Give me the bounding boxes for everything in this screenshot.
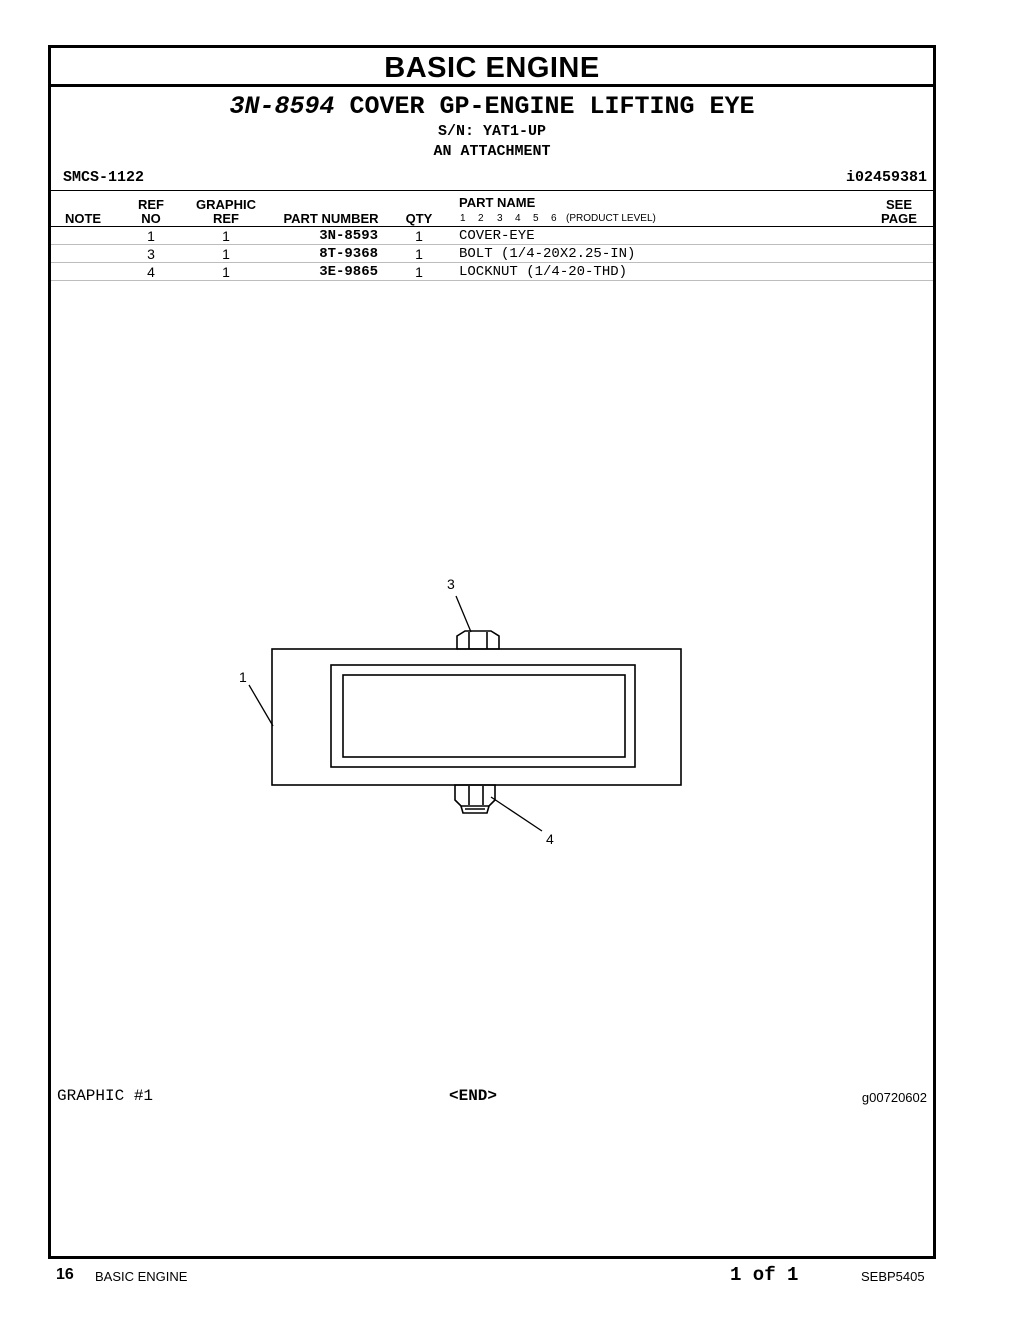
assembly-part-number: 3N-8594 xyxy=(229,92,335,121)
row-graphic: 1 xyxy=(222,264,230,280)
graphic-id: g00720602 xyxy=(861,1090,927,1105)
locknut xyxy=(455,785,495,806)
col-note: NOTE xyxy=(64,211,102,226)
page-section: BASIC ENGINE xyxy=(95,1269,188,1284)
row-part-number: 3N-8593 xyxy=(319,228,378,244)
col-ref-top: REF xyxy=(138,197,164,212)
level-6: 6 xyxy=(551,213,557,224)
leader-4 xyxy=(491,797,542,831)
bolt-head xyxy=(457,631,499,649)
col-qty: QTY xyxy=(405,211,433,226)
level-2: 2 xyxy=(478,213,484,224)
level-3: 3 xyxy=(497,213,503,224)
document-number: SEBP5405 xyxy=(861,1269,925,1284)
row-qty: 1 xyxy=(415,246,423,262)
row-ref: 1 xyxy=(147,228,155,244)
level-1: 1 xyxy=(460,213,466,224)
row-part-name: BOLT (1/4-20X2.25-IN) xyxy=(459,246,636,262)
row-part-name: LOCKNUT (1/4-20-THD) xyxy=(459,264,628,280)
leader-1 xyxy=(249,685,273,726)
col-ref-bottom: NO xyxy=(141,211,161,226)
page-pager: 1 of 1 xyxy=(730,1264,799,1286)
serial-range: S/N: YAT1-UP xyxy=(437,123,547,140)
cover-eye-body xyxy=(272,649,681,785)
page-number: 16 xyxy=(56,1266,74,1283)
smcs-code: SMCS-1122 xyxy=(63,169,145,186)
page-frame xyxy=(48,45,936,1259)
level-5: 5 xyxy=(533,213,539,224)
cover-eye-window-outer xyxy=(331,665,635,767)
row-ref: 3 xyxy=(147,246,155,262)
callout-4: 4 xyxy=(546,831,554,847)
assembly-part-name: COVER GP-ENGINE LIFTING EYE xyxy=(349,92,755,121)
graphic-label: GRAPHIC #1 xyxy=(57,1087,154,1105)
callout-3: 3 xyxy=(447,576,455,592)
row-part-name: COVER-EYE xyxy=(459,228,535,244)
col-part-name: PART NAME xyxy=(459,195,536,210)
end-marker: <END> xyxy=(449,1087,498,1105)
info-id: i02459381 xyxy=(845,169,927,186)
row-part-number: 3E-9865 xyxy=(319,264,378,280)
cover-eye-window-inner xyxy=(343,675,625,757)
product-level-label: (PRODUCT LEVEL) xyxy=(566,213,656,224)
col-see-bottom: PAGE xyxy=(881,211,917,226)
row-part-number: 8T-9368 xyxy=(319,246,378,262)
col-graphic-bottom: REF xyxy=(213,211,239,226)
parts-illustration xyxy=(51,48,933,1256)
row-graphic: 1 xyxy=(222,228,230,244)
section-title: BASIC ENGINE xyxy=(51,48,933,87)
col-see-top: SEE xyxy=(885,197,912,212)
col-part-number: PART NUMBER xyxy=(283,211,379,226)
callout-1: 1 xyxy=(239,669,247,685)
row-qty: 1 xyxy=(415,264,423,280)
leader-3 xyxy=(456,596,471,632)
attachment-note: AN ATTACHMENT xyxy=(433,143,551,160)
col-graphic-top: GRAPHIC xyxy=(196,197,256,212)
level-4: 4 xyxy=(515,213,521,224)
row-qty: 1 xyxy=(415,228,423,244)
row-ref: 4 xyxy=(147,264,155,280)
row-graphic: 1 xyxy=(222,246,230,262)
